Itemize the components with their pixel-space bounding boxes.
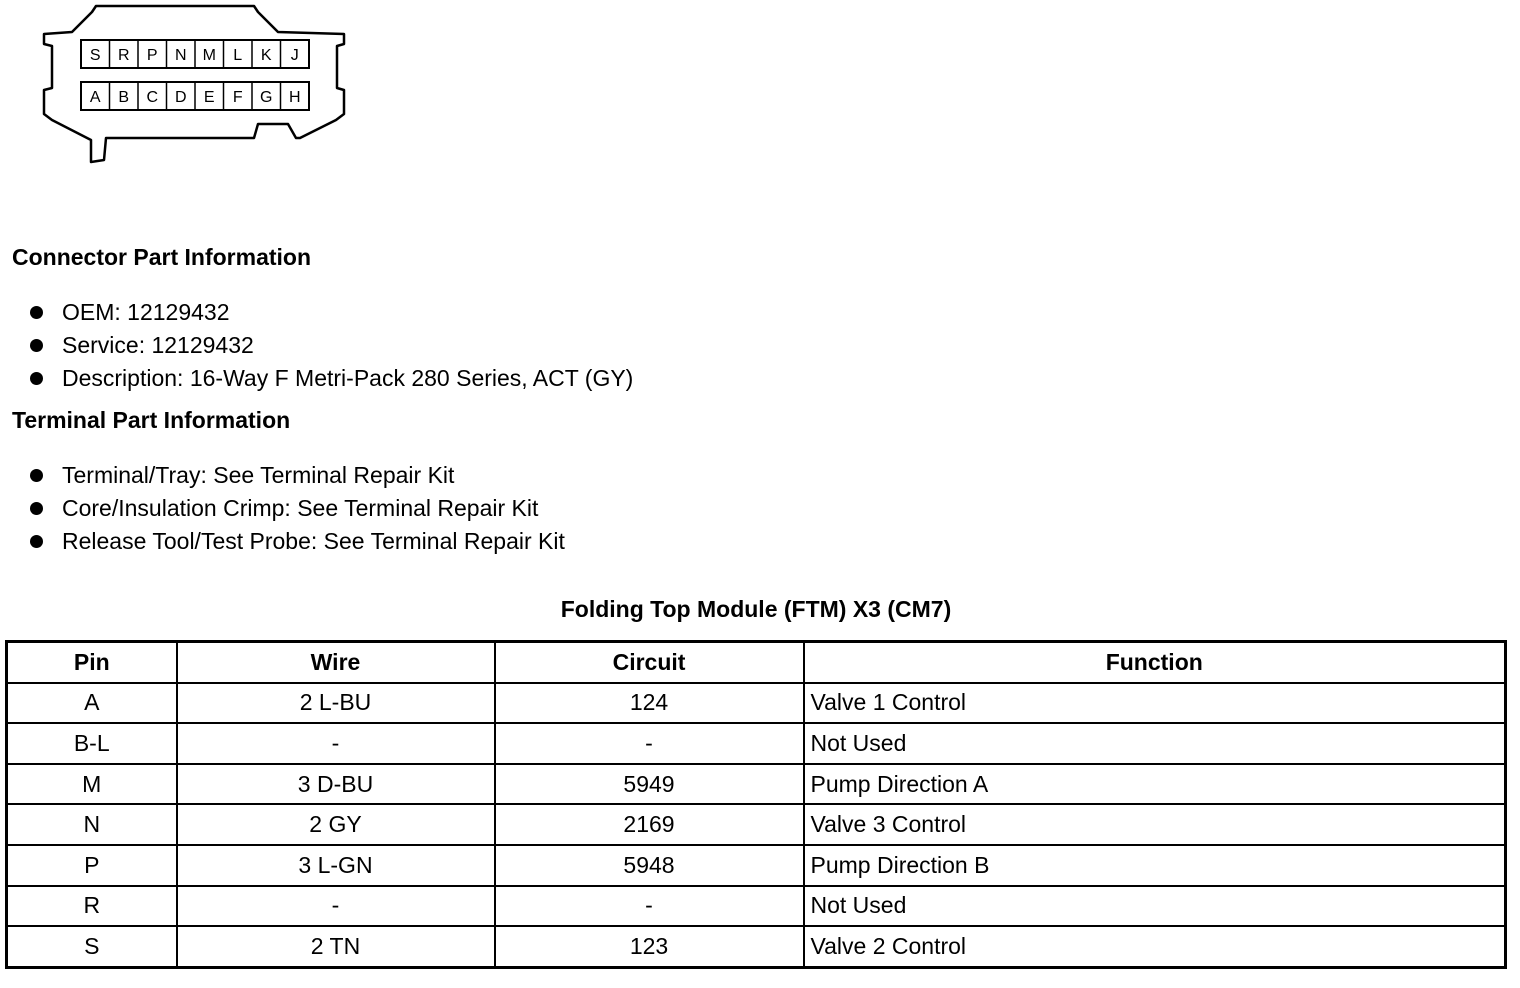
cavity-label: M bbox=[202, 47, 216, 64]
wire-cell: 3 D-BU bbox=[177, 764, 495, 805]
cavity-label: B bbox=[118, 89, 130, 106]
bullet-icon bbox=[30, 372, 43, 385]
terminal-info-title: Terminal Part Information bbox=[12, 407, 291, 433]
circuit-cell: 123 bbox=[495, 926, 804, 967]
cavity-label: P bbox=[146, 47, 158, 64]
circuit-cell: - bbox=[495, 886, 804, 927]
circuit-cell: 2169 bbox=[495, 804, 804, 845]
column-header-circuit: Circuit bbox=[495, 642, 804, 683]
table-header-row bbox=[7, 642, 1506, 683]
function-cell: Valve 2 Control bbox=[804, 926, 1506, 967]
cavity-label: E bbox=[203, 89, 215, 106]
list-item: Service: 12129432 bbox=[30, 330, 633, 363]
pin-cell: B-L bbox=[7, 723, 177, 764]
cavity-label: R bbox=[117, 47, 130, 64]
function-cell: Not Used bbox=[804, 886, 1506, 927]
pin-cell: N bbox=[7, 804, 177, 845]
cavity-label: N bbox=[174, 47, 187, 64]
column-header-wire: Wire bbox=[177, 642, 495, 683]
wire-cell: - bbox=[177, 886, 495, 927]
table-title: Folding Top Module (FTM) X3 (CM7) bbox=[560, 596, 952, 622]
cavity-label: F bbox=[232, 89, 243, 106]
table-row bbox=[7, 764, 1506, 805]
cavity-label: D bbox=[174, 89, 187, 106]
cavity-label: H bbox=[288, 89, 301, 106]
table-row bbox=[7, 723, 1506, 764]
column-header-function: Function bbox=[804, 642, 1506, 683]
wire-cell: - bbox=[177, 723, 495, 764]
cavity-label: L bbox=[233, 47, 243, 64]
function-cell: Valve 1 Control bbox=[804, 683, 1506, 724]
wire-cell: 2 L-BU bbox=[177, 683, 495, 724]
pin-cell: A bbox=[7, 683, 177, 724]
terminal-info-list bbox=[30, 460, 565, 559]
cavity-label: C bbox=[146, 89, 159, 106]
connector-bottom-row bbox=[81, 82, 309, 110]
table-row bbox=[7, 683, 1506, 724]
bullet-icon bbox=[30, 306, 43, 319]
pin-cell: P bbox=[7, 845, 177, 886]
table-row bbox=[7, 804, 1506, 845]
connector-info-title: Connector Part Information bbox=[12, 244, 312, 270]
table-row bbox=[7, 886, 1506, 927]
table-row bbox=[7, 845, 1506, 886]
cavity-label: J bbox=[290, 47, 299, 64]
cavity-label: G bbox=[260, 89, 273, 106]
column-header-pin: Pin bbox=[7, 642, 177, 683]
list-item: Terminal/Tray: See Terminal Repair Kit bbox=[30, 460, 565, 493]
connector-top-row bbox=[81, 40, 309, 68]
bullet-icon bbox=[30, 535, 43, 548]
connector-face-diagram bbox=[0, 0, 360, 170]
circuit-cell: 124 bbox=[495, 683, 804, 724]
connector-info-list bbox=[30, 297, 633, 396]
table-row bbox=[7, 926, 1506, 967]
circuit-cell: 5949 bbox=[495, 764, 804, 805]
function-cell: Not Used bbox=[804, 723, 1506, 764]
wire-cell: 2 TN bbox=[177, 926, 495, 967]
bullet-icon bbox=[30, 502, 43, 515]
pin-cell: R bbox=[7, 886, 177, 927]
circuit-cell: - bbox=[495, 723, 804, 764]
function-cell: Valve 3 Control bbox=[804, 804, 1506, 845]
bullet-icon bbox=[30, 469, 43, 482]
cavity-label: K bbox=[260, 47, 272, 64]
bullet-icon bbox=[30, 339, 43, 352]
pin-cell: S bbox=[7, 926, 177, 967]
circuit-cell: 5948 bbox=[495, 845, 804, 886]
connector-housing-outline bbox=[44, 6, 344, 162]
list-item: Core/Insulation Crimp: See Terminal Repair Kit bbox=[30, 493, 565, 526]
pin-cell: M bbox=[7, 764, 177, 805]
list-item: Release Tool/Test Probe: See Terminal Repair Kit bbox=[30, 526, 565, 559]
list-item: OEM: 12129432 bbox=[30, 297, 633, 330]
function-cell: Pump Direction A bbox=[804, 764, 1506, 805]
function-cell: Pump Direction B bbox=[804, 845, 1506, 886]
cavity-label: S bbox=[89, 47, 101, 64]
wire-cell: 3 L-GN bbox=[177, 845, 495, 886]
cavity-label: A bbox=[89, 89, 101, 106]
wire-cell: 2 GY bbox=[177, 804, 495, 845]
list-item: Description: 16-Way F Metri-Pack 280 Series, ACT (GY) bbox=[30, 363, 633, 396]
pinout-table bbox=[5, 640, 1507, 969]
